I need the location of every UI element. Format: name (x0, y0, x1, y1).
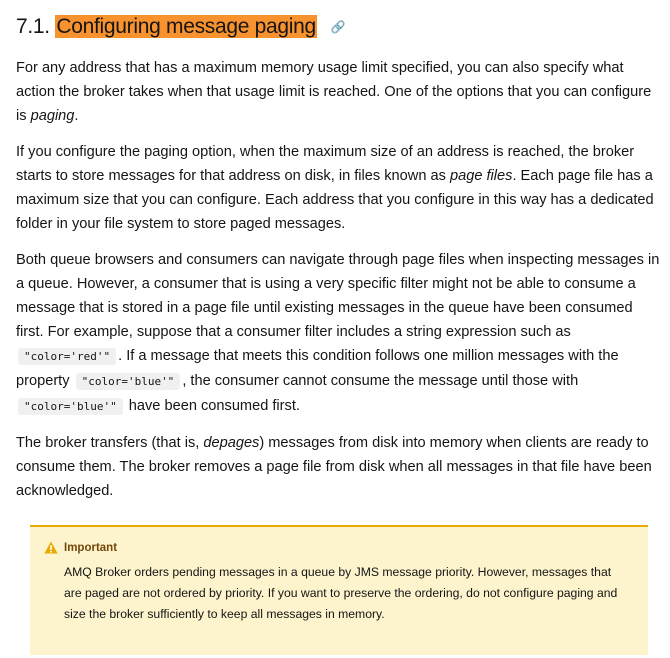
section-title: Configuring message paging (56, 15, 316, 38)
important-admonition (30, 525, 648, 655)
text: For any address that has a maximum memory usage limit specified, you can also specify what action the broker takes when that usage limit is reached. One of the options that you can configure is (16, 60, 652, 125)
emphasis: paging (30, 108, 75, 125)
text: . Each page file has a maximum size that you can configure. Each address that you configure in this way has a dedicated folder in your file system to store paged messages. (16, 168, 654, 233)
paragraph-4 (16, 431, 662, 503)
text: , the consumer cannot consume the message until those with (182, 373, 579, 390)
emphasis: depages (203, 435, 260, 452)
text: have been consumed first. (124, 398, 300, 415)
admonition-title (44, 541, 632, 554)
text: ) messages from disk into memory when clients are ready to consume them. The broker removes a page file from disk when all messages in that file have been acknowledged. (16, 435, 652, 500)
text: . If a message that meets this condition follows one million messages with the property (16, 348, 619, 390)
inline-code: "color='blue'" (18, 398, 123, 415)
warning-icon (44, 541, 58, 554)
inline-code: "color='red'" (18, 348, 116, 365)
text: The broker transfers (that is, (16, 435, 204, 452)
admonition-title-text: Important (64, 541, 118, 554)
paragraph-2 (16, 140, 662, 236)
paragraph-1 (16, 56, 662, 128)
paragraph-3 (16, 248, 662, 419)
emphasis: page files (449, 168, 513, 185)
inline-code: "color='blue'" (76, 373, 181, 390)
link-icon[interactable]: 🔗 (330, 20, 346, 35)
text: . (74, 108, 79, 125)
admonition-body: AMQ Broker orders pending messages in a queue by JMS message priority. However, messages that are paged are not ordered by priority. If you want to preserve the ordering, do not configure paging and size the broker sufficiently to keep all messages in memory. (64, 565, 618, 622)
section-heading (16, 12, 662, 42)
text: If you configure the paging option, when the maximum size of an address is reached, the broker starts to store messages for that address on disk, in files known as (16, 144, 635, 185)
section-number: 7.1. (16, 15, 50, 38)
text: Both queue browsers and consumers can navigate through page files when inspecting messages in a queue. However, a consumer that is using a very specific filter might not be able to consume a message that is stored in a page file until existing messages in the queue have been consumed first. For example, suppose that a consumer filter includes a string expression such as (16, 252, 660, 341)
